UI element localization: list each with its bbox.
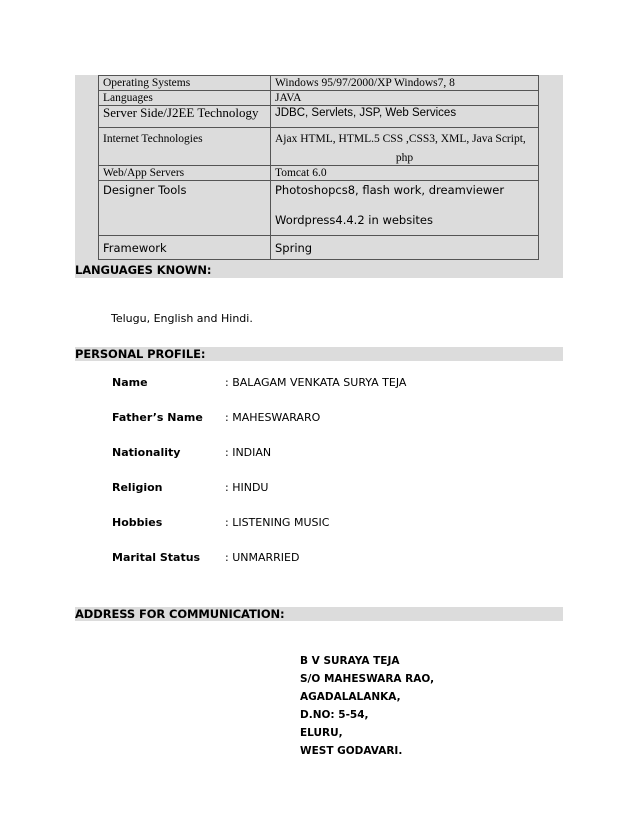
profile-label: Father’s Name [112, 411, 203, 424]
skill-value-line2: php [395, 152, 414, 164]
skills-row-framework [99, 236, 539, 260]
skill-label: Languages [99, 91, 271, 106]
address-heading: ADDRESS FOR COMMUNICATION: [75, 607, 563, 621]
skill-value: Spring [271, 236, 539, 260]
profile-label: Hobbies [112, 516, 163, 529]
skills-row-languages [99, 91, 539, 106]
profile-value: : HINDU [225, 481, 269, 494]
skill-label: Designer Tools [99, 181, 271, 236]
address-line: AGADALALANKA, [300, 691, 401, 703]
skills-row-web-app-servers [99, 166, 539, 181]
skill-value: Ajax HTML, HTML.5 CSS ,CSS3, XML, Java Script, [275, 133, 526, 145]
skill-value: JAVA [271, 91, 539, 106]
skills-row-designer-tools [99, 181, 539, 236]
skills-row-server-side [99, 106, 539, 128]
profile-value: : BALAGAM VENKATA SURYA TEJA [225, 376, 407, 389]
skill-label: Operating Systems [99, 76, 271, 91]
address-line: WEST GODAVARI. [300, 745, 403, 757]
skill-value: JDBC, Servlets, JSP, Web Services [271, 106, 539, 128]
profile-value: : INDIAN [225, 446, 272, 459]
address-line: S/O MAHESWARA RAO, [300, 673, 435, 685]
skill-label: Internet Technologies [99, 128, 271, 166]
skill-label: Web/App Servers [99, 166, 271, 181]
languages-heading: LANGUAGES KNOWN: [75, 263, 563, 277]
profile-label: Nationality [112, 446, 181, 459]
profile-value: : MAHESWARARO [225, 411, 321, 424]
skills-row-operating-systems [99, 76, 539, 91]
address-line: D.NO: 5-54, [300, 709, 369, 721]
personal-profile-heading: PERSONAL PROFILE: [75, 347, 563, 361]
skills-table [98, 75, 539, 260]
profile-value: : LISTENING MUSIC [225, 516, 330, 529]
skill-label: Framework [99, 236, 271, 260]
profile-value: : UNMARRIED [225, 551, 300, 564]
skill-value: Windows 95/97/2000/XP Windows7, 8 [271, 76, 539, 91]
skills-row-internet-technologies [99, 128, 539, 166]
languages-text: Telugu, English and Hindi. [111, 312, 253, 325]
address-line: B V SURAYA TEJA [300, 655, 400, 667]
skill-value: Photoshopcs8, flash work, dreamviewer [275, 183, 505, 197]
skill-value-line2: Wordpress4.4.2 in websites [275, 213, 433, 227]
profile-label: Name [112, 376, 148, 389]
profile-label: Marital Status [112, 551, 201, 564]
address-line: ELURU, [300, 727, 343, 739]
profile-label: Religion [112, 481, 163, 494]
skill-label: Server Side/J2EE Technology [99, 106, 271, 128]
skill-value: Tomcat 6.0 [271, 166, 539, 181]
